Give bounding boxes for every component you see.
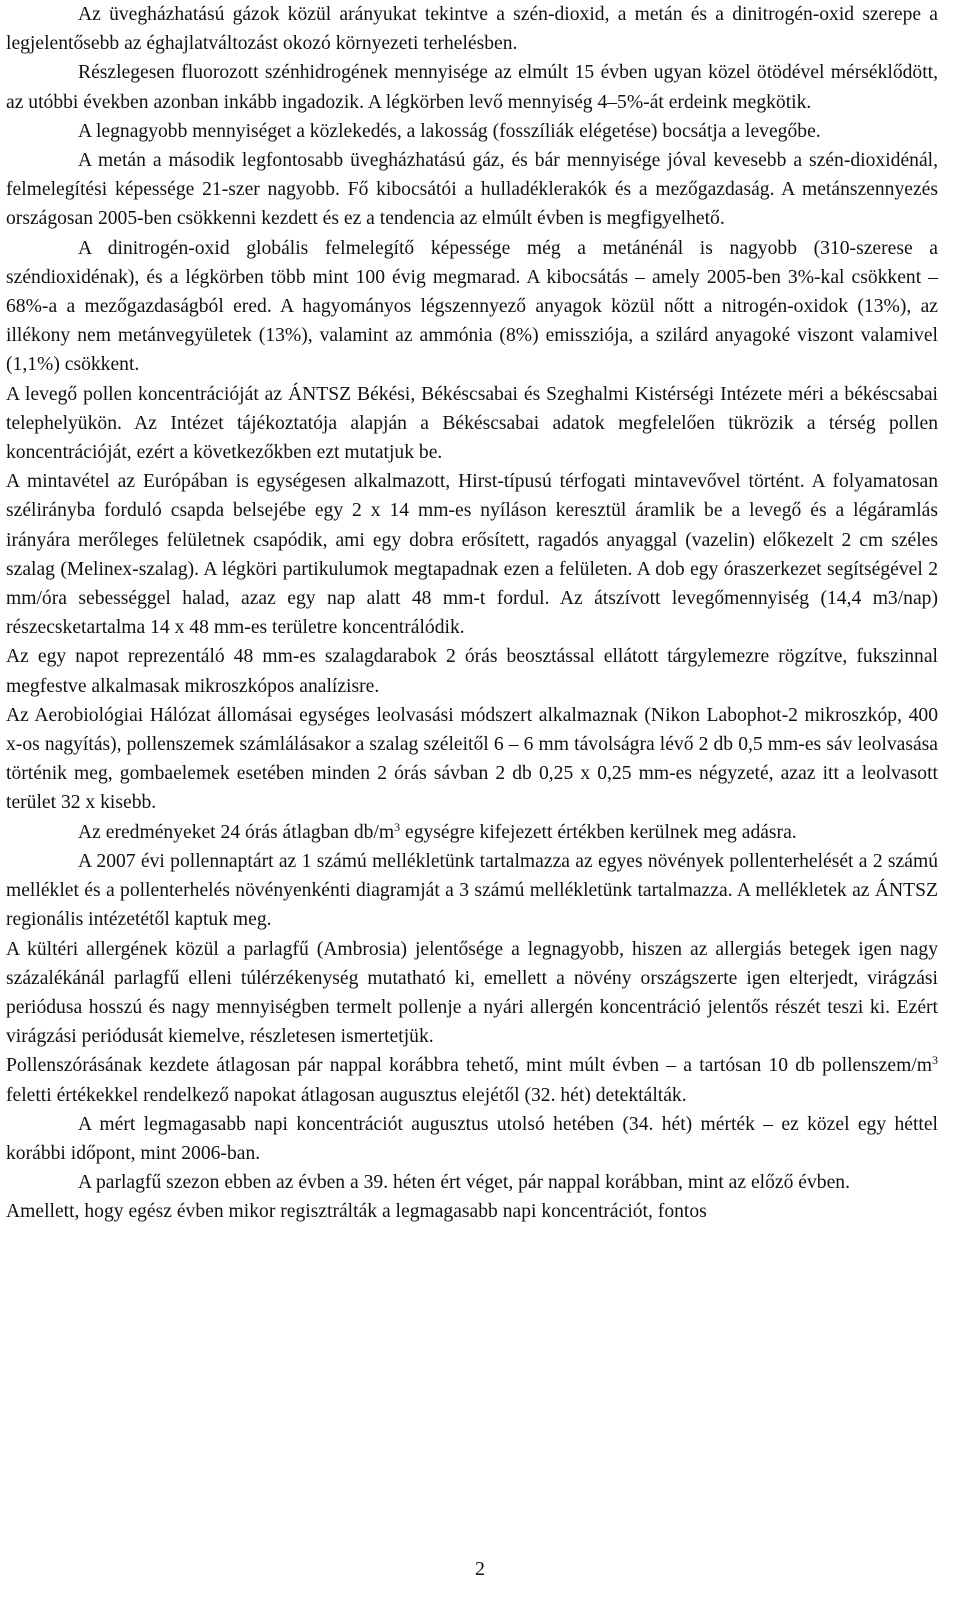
paragraph: [6, 1051, 938, 1109]
paragraph: A legnagyobb mennyiséget a közlekedés, a lakosság (fosszíliák elégetése) bocsátja a levegőbe.: [78, 120, 821, 142]
paragraph: A parlagfű szezon ebben az évben a 39. héten ért véget, pár nappal korábban, mint az előző évben.: [78, 1172, 850, 1194]
paragraph: Az üvegházhatású gázok közül arányukat tekintve a szén-dioxid, a metán és a dinitrogén-oxid szerepe a legjelentősebb az éghajlatváltozást okozó környezeti terhelésben.: [6, 4, 938, 55]
superscript: 3: [932, 1053, 938, 1068]
paragraph: A 2007 évi pollennaptárt az 1 számú mellékletünk tartalmazza az egyes növények pollenterhelését a 2 számú melléklet és a pollenterhelés növényenkénti diagramját a 3 számú mellékletünk tartalmazza. A mellékletek az ÁNTSZ regionális intézetétől kaptuk meg.: [6, 850, 938, 931]
paragraph-text: Az eredményeket 24 órás átlagban db/m: [78, 821, 395, 843]
superscript: 3: [394, 819, 401, 834]
paragraph: Az egy napot reprezentáló 48 mm-es szalagdarabok 2 órás beosztással ellátott tárgylemezre rögzítve, fukszinnal megfestve alkalmasak mikroszkópos analízisre.: [6, 646, 938, 697]
page-number: 2: [475, 1558, 485, 1580]
paragraph-text: egységre kifejezett értékben kerülnek meg adásra.: [400, 821, 797, 843]
paragraph: Az Aerobiológiai Hálózat állomásai egységes leolvasási módszert alkalmaznak (Nikon Labophot-2 mikroszkóp, 400 x-os nagyítás), pollenszemek számlálásakor a szalag széleitől 6 – 6 mm távolságra lévő 2 db 0,5 mm-es sáv leolvasása történik meg, gombaelemek esetében minden 2 órás sávban 2 db 0,25 x 0,25 mm-es négyzeté, azaz itt a leolvasott terület 32 x kisebb.: [6, 704, 938, 814]
paragraph: A mért legmagasabb napi koncentrációt augusztus utolsó hetében (34. hét) mérték – ez közel egy héttel korábbi időpont, mint 2006-ban.: [6, 1113, 938, 1164]
paragraph: Amellett, hogy egész évben mikor regisztrálták a legmagasabb napi koncentrációt, fontos: [6, 1201, 707, 1223]
paragraph: A dinitrogén-oxid globális felmelegítő képessége még a metánénál is nagyobb (310-szerese a széndioxidénak), és a légkörben több mint 100 évig megmarad. A kibocsátás – amely 2005-ben 3%-kal csökkent – 68%-a a mezőgazdaságból ered. A hagyományos légszennyező anyagok közül nőtt a nitrogén-oxidok (13%), az illékony nem metánvegyületek (13%), valamint az ammónia (8%) emissziója, a szilárd anyagoké viszont valamivel (1,1%) csökkent.: [6, 237, 938, 376]
paragraph: A metán a második legfontosabb üvegházhatású gáz, és bár mennyisége jóval kevesebb a szén-dioxidénál, felmelegítési képessége 21-szer nagyobb. Fő kibocsátói a hulladéklerakók és a mezőgazdaság. A metánszennyezés országosan 2005-ben csökkenni kezdett és ez a tendencia az elmúlt évben is megfigyelhető.: [6, 150, 938, 230]
paragraph-text: Pollenszórásának kezdete átlagosan pár nappal korábbra tehető, mint múlt évben – a tartósan 10 db pollenszem/m: [6, 1055, 932, 1077]
paragraph: Részlegesen fluorozott szénhidrogének mennyisége az elmúlt 15 évben ugyan közel ötödével mérséklődött, az utóbbi években azonban inkább ingadozik. A légkörben levő mennyiség 4–5%-át erdeink megkötik.: [6, 62, 938, 113]
paragraph: [6, 818, 938, 847]
paragraph: A levegő pollen koncentrációját az ÁNTSZ Békési, Békéscsabai és Szeghalmi Kistérségi Intézete méri a békéscsabai telephelyükön. Az Intézet tájékoztatója alapján a Békéscsabai adatok megfelelően tükrözik a térség pollen koncentrációját, ezért a következőkben ezt mutatjuk be.: [6, 383, 938, 464]
paragraph: A kültéri allergének közül a parlagfű (Ambrosia) jelentősége a legnagyobb, hiszen az allergiás betegek igen nagy százalékánál parlagfű elleni túlérzékenység mutatható ki, emellett a növény országszerte igen elterjedt, virágzási periódusa hosszú és nagy mennyiségben termelt pollenje a nyári allergén koncentráció jelentős részét teszi ki. Ezért virágzási periódusát kiemelve, részletesen ismertetjük.: [6, 938, 938, 1048]
paragraph: A mintavétel az Európában is egységesen alkalmazott, Hirst-típusú térfogati mintavevővel történt. A folyamatosan szélirányba forduló csapda belsejébe egy 2 x 14 mm-es nyíláson keresztül áramlik be a levegő és a légáramlás irányára merőleges felületnek csapódik, ami egy dobra erősített, ragadós anyaggal (vazelin) előkezelt 2 cm széles szalag (Melinex-szalag). A légköri partikulumok megtapadnak ezen a felületen. A dob egy óraszerkezet segítségével 2 mm/óra sebességgel halad, azaz egy nap alatt 48 mm-t fordul. Az átszívott levegőmennyiség (14,4 m3/nap) részecsketartalma 14 x 48 mm-es területre koncentrálódik.: [6, 471, 938, 639]
paragraph-text: feletti értékekkel rendelkező napokat átlagosan augusztus elejétől (32. hét) detektálták.: [6, 1084, 687, 1106]
